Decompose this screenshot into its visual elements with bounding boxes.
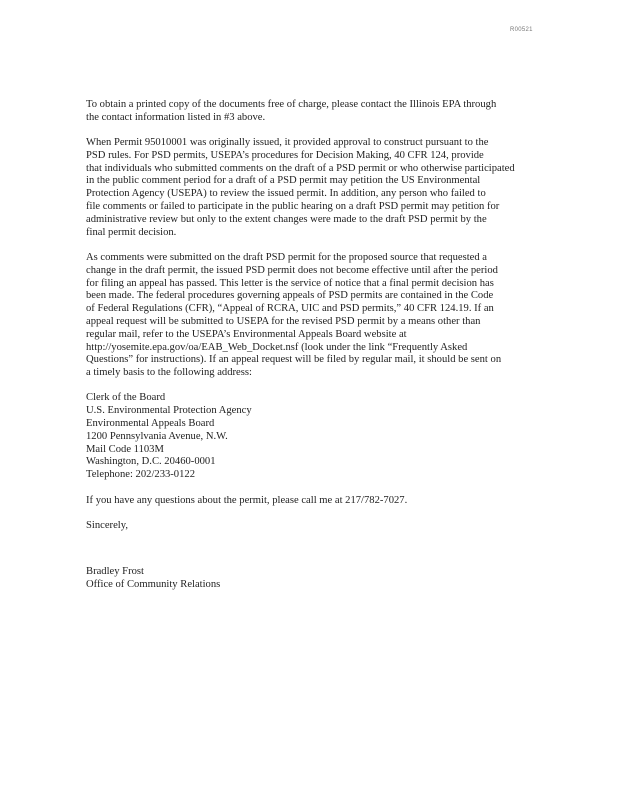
paragraph-permit-history (86, 137, 526, 239)
text-line: a timely basis to the following address: (86, 367, 252, 379)
signature-block (86, 566, 526, 592)
text-line: appeal request will be submitted to USEPA for the revised PSD permit by a means other than (86, 315, 481, 327)
text-line: that individuals who submitted comments on the draft of a PSD permit or who otherwise participated (86, 162, 515, 174)
address-line: Washington, D.C. 20460-0001 (86, 456, 216, 468)
address-line: Clerk of the Board (86, 392, 166, 404)
text-line: final permit decision. (86, 226, 177, 238)
letter-body (86, 99, 526, 604)
text-line: of Federal Regulations (CFR), “Appeal of RCRA, UIC and PSD permits,” 40 CFR 124.19. If an (86, 303, 494, 315)
text-line: administrative review but only to the extent changes were made to the draft PSD permit by the (86, 213, 487, 225)
signature-space (86, 545, 526, 566)
closing (86, 520, 526, 533)
paragraph-printed-copy (86, 99, 526, 125)
text-line: for filing an appeal has passed. This letter is the service of notice that a final permit decision has (86, 277, 494, 289)
text-line: file comments or failed to participate in the public hearing on a draft PSD permit may petition for (86, 201, 500, 213)
address-line: Environmental Appeals Board (86, 418, 215, 430)
text-line: Protection Agency (USEPA) to review the issued permit. In addition, any person who failed to (86, 188, 486, 200)
text-line: http://yosemite.epa.gov/oa/EAB_Web_Docket.nsf (look under the link “Frequently Asked (86, 341, 468, 353)
closing-text: Sincerely, (86, 519, 128, 531)
mailing-address (86, 392, 526, 482)
text-line: To obtain a printed copy of the documents free of charge, please contact the Illinois EPA through (86, 99, 497, 110)
paragraph-questions (86, 495, 526, 508)
signer-office: Office of Community Relations (86, 578, 221, 590)
text-line: PSD rules. For PSD permits, USEPA’s procedures for Decision Making, 40 CFR 124, provide (86, 149, 484, 161)
address-line: Mail Code 1103M (86, 443, 164, 455)
text-line: As comments were submitted on the draft PSD permit for the proposed source that requested a (86, 251, 487, 263)
text-line: When Permit 95010001 was originally issued, it provided approval to construct pursuant to the (86, 137, 489, 149)
address-line: U.S. Environmental Protection Agency (86, 405, 252, 417)
signer-name: Bradley Frost (86, 566, 144, 578)
text-line: Questions” for instructions). If an appeal request will be filed by regular mail, it should be sent on (86, 354, 502, 366)
text-line: regular mail, refer to the USEPA’s Environmental Appeals Board website at (86, 328, 407, 340)
text-line: in the public comment period for a draft of a PSD permit may petition the US Environmental (86, 175, 481, 187)
paragraph-appeal-procedure (86, 252, 526, 380)
address-line: 1200 Pennsylvania Avenue, N.W. (86, 430, 228, 442)
text-line: change in the draft permit, the issued PSD permit does not become effective until after the period (86, 264, 498, 276)
text-line: If you have any questions about the permit, please call me at 217/782-7027. (86, 494, 408, 506)
text-line: been made. The federal procedures governing appeals of PSD permits are contained in the Code (86, 290, 494, 302)
document-id: R00521 (510, 27, 533, 33)
text-line: the contact information listed in #3 above. (86, 111, 266, 123)
address-line: Telephone: 202/233-0122 (86, 469, 195, 481)
